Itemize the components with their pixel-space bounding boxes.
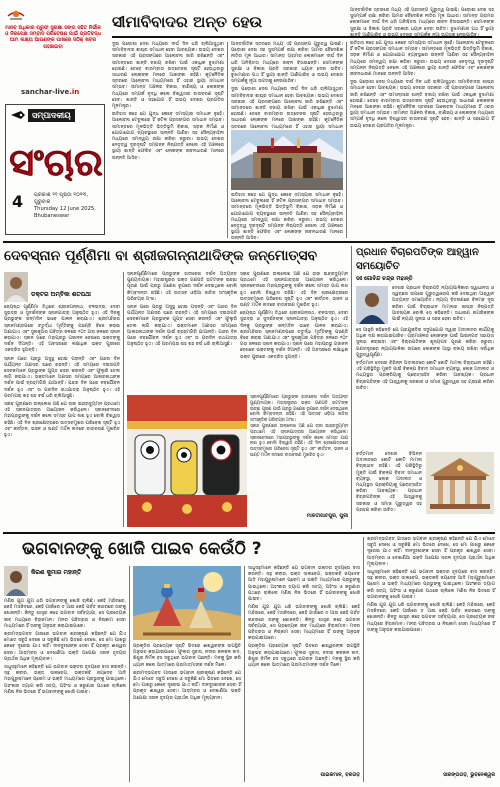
pen-nib-icon [10,109,26,121]
supreme-court-photo [426,452,494,514]
editorial-column-2 [231,42,343,128]
issue-info [6,188,104,235]
newspaper-title: ସଂଚାର [9,140,103,184]
editorial-headline: ସୀମାବିବାଦର ଅନ୍ତ ହେଉ [112,13,263,31]
issue-details [34,192,104,220]
column-rule [227,42,228,238]
issue-city: Bhubaneswar [34,213,70,219]
bhagaban-column-2 [133,644,241,782]
chiefjustice-column-3 [356,452,422,514]
article-paragraph: ସ୍ନାନପୂର୍ଣ୍ଣିମାରେ ପ୍ରଭୁଙ୍କ ହାତୀବେଶ ଦର୍ଶନ ଅତ୍ୟନ୍ତ ପୁଣ୍ୟଦାୟକ। ମହାରାଷ୍ଟ୍ରର ଭକ୍ତ ଗଣପତି ଭଟ୍ଟଙ୍କ ଇଚ୍ଛା ପୂରଣ ପାଇଁ ପ୍ରଭୁ ଗଣେଶ ରୂପରେ ଦର୍ଶନ ଦେଇଥିଲେ ବୋଲି କିମ୍ବଦନ୍ତୀ ରହିଛି। ଏହି ଉତ୍ସବ ଓଡ଼ିଆ ଜାତିର ସାଂସ୍କୃତିକ ପରିଚୟର ଅଂଶ। [127,272,237,302]
issue-date: Thursday 12 June 2025, [34,206,96,212]
column-rule [351,246,352,529]
editorial-paragraph: ଇତିହାସ କହେ ଯେ ଯୁଦ୍ଧ କେବେ ସମସ୍ୟାର ସମାଧାନ ନୁହେଁ। ଆଲୋଚନା ଟେବୁଲରେ ହିଁ ଜଟିଳ ପ୍ରସଙ୍ଗର ସମାଧାନ ସମ୍ଭବ। ସୀମାନ୍ତରେ ମୂଳଭିତ୍ତି ଭିତ୍ତିଭୂମି ବିକାଶ, ସଡ଼କ ନିର୍ମାଣ ଓ ଯୋଗାଯୋଗ ବ୍ୟବସ୍ଥାରେ ଉନ୍ନତି ଆଣିବା ସହ ସୈନ୍ୟବାହିନୀ ମଧ୍ୟରେ ସମନ୍ୱୟ ରକ୍ଷା କରିବା ଜରୁରୀ। ଉଭୟ ଦେଶର ନେତୃତ୍ୱ ଦୂରଦୃଷ୍ଟି ସମ୍ପନ୍ନ ନିଷ୍ପତ୍ତି ନେଲେ ଏହି ଅଞ୍ଚଳରେ ସ୍ଥାୟୀ ଶାନ୍ତି ଫେରିବ ଏବଂ ଲୋକଙ୍କ ଜୀବନଧାରଣ ମାନରେ ଉନ୍ନତି ଆସିବ। [231,193,343,242]
editorial-paragraph: ଦୁଇ ପଡ଼ୋଶୀ ଦେଶ ମଧ୍ୟରେ ଦୀର୍ଘ ଦିନ ଧରି ଚାଲିଆସୁଥିବା ସୀମାବିବାଦର ଶୀଘ୍ର ସମାଧାନ ହେବା ଆବଶ୍ୟକ। ଉଭୟ ଦେଶର ସରକାର ଏହି ପ୍ରସଙ୍ଗରେ ଆଲୋଚନା ଜାରି ରଖିଛନ୍ତି ଏବଂ ସୀମାନ୍ତରେ ଶାନ୍ତି ବଜାୟ ରଖିବା ପାଇଁ ଏକାଧିକ ବୁଝାମଣା ହୋଇଛି। ତେବେ ବାରମ୍ବାର ଉତ୍ତେଜନା ସୃଷ୍ଟି ହେଉଥିବାରୁ ସାଧାରଣ ଲୋକଙ୍କ ମନରେ ଆଶଙ୍କା ରହିଛି। କୂଟନୈତିକ ସ୍ତରରେ ଆଲୋଚନା ମାଧ୍ୟମରେ ହିଁ ଏହାର ସ୍ଥାୟୀ ସମାଧାନ [231,87,343,130]
column-rule [363,537,364,782]
editorial-paragraph: ଇତିହାସ କହେ ଯେ ଯୁଦ୍ଧ କେବେ ସମସ୍ୟାର ସମାଧାନ ନୁହେଁ। ଆଲୋଚନା ଟେବୁଲରେ ହିଁ ଜଟିଳ ପ୍ରସଙ୍ଗର ସମାଧାନ ସମ୍ଭବ। ସୀମାନ୍ତରେ ମୂଳଭିତ୍ତି ଭିତ୍ତିଭୂମି ବିକାଶ, ସଡ଼କ ନିର୍ମାଣ ଓ ଯୋଗାଯୋଗ ବ୍ୟବସ୍ଥାରେ ଉନ୍ନତି ଆଣିବା ସହ ସୈନ୍ୟବାହିନୀ ମଧ୍ୟରେ ସମନ୍ୱୟ ରକ୍ଷା କରିବା ଜରୁରୀ। ଉଭୟ ଦେଶର ନେତୃତ୍ୱ ଦୂରଦୃଷ୍ଟି ସମ୍ପନ୍ନ ନିଷ୍ପତ୍ତି ନେଲେ ଏହି ଅଞ୍ଚଳରେ ସ୍ଥାୟୀ ଶାନ୍ତି ଫେରିବ ଏବଂ ଲୋକଙ୍କ ଜୀବନଧାରଣ ମାନରେ ଉନ୍ନତି ଆସିବ। [350,41,494,78]
snanapurnima-column-4 [250,395,348,513]
article-paragraph: ଶ୍ରୀମଦ୍ଭଗବତ ଗୀତାରେ ଭଗବାନ ଶ୍ରୀକୃଷ୍ଣ କହିଛନ୍ତି ଯେ ଯିଏ ମୋତେ ସବୁଠି ଦେଖେ ଓ ସବୁକିଛି ମୋ ଭିତରେ ଦେଖେ, ସେ ମୋ ପାଖରୁ କେବେ ଦୂରେଇ ଯାଏ ନାହିଁ। ଦୀନଦୁଃଖୀଙ୍କ ସେବା ହିଁ ପ୍ରକୃତ ଈଶ୍ୱର ସେବା। ଆଡ଼ମ୍ବର ଓ ଦେଖାଣିଆ ଭକ୍ତି ଅପେକ୍ଷା ସରଳ ହୃଦୟର ପ୍ରାର୍ଥନା ଅଧିକ ମୂଲ୍ୟବାନ। [4,632,126,662]
article-paragraph: ସ୍ନାନ ପରେ ପ୍ରଭୁ ଅସୁସ୍ଥ ହୋଇ ପଡ଼ନ୍ତି ଏବଂ ପନ୍ଦର ଦିନ ପର୍ଯ୍ୟନ୍ତ ଅଣସର ଘରେ ରହନ୍ତି। ଏହି ସମୟରେ ଦଇତାପତି ସେବକମାନେ ପ୍ରଭୁଙ୍କ ଗୁପ୍ତ ସେବା କରନ୍ତି ଏବଂ ଫୁଲୁରି ତେଲ ଲାଗି କରାଯାଏ। ଭକ୍ତମାନେ ଅଣସର ସମୟରେ ଆଲାରନାଥଙ୍କ ଦର୍ଶନ ପାଇଁ ବ୍ରହ୍ମଗିରି ଯାଆନ୍ତି। ପନ୍ଦର ଦିନ ପରେ ନବଯୌବନ ଦର୍ଶନ ହୁଏ ଏବଂ ତା ପରଦିନ ରଥଯାତ୍ରା ଅନୁଷ୍ଠିତ ହୁଏ। ଏହି ପରମ୍ପରା ଶହ ଶହ ବର୍ଷ ଧରି ଚାଲିଆସୁଛି। [127,305,237,348]
editorial-masthead-box [5,104,105,235]
chiefjustice-column-2 [356,328,494,446]
krishna-arjuna-photo [133,566,241,640]
article-paragraph: ମଣିଷ ଯୁଗ ଯୁଗ ଧରି ଭଗବାନଙ୍କୁ ଖୋଜି ଚାଲିଛି। କେହି ମନ୍ଦିରରେ, କେହି ମସଜିଦରେ, କେହି ଗୀର୍ଜାରେ ତ ଆଉ କେହି ପର୍ବତ କନ୍ଦରରେ ତାଙ୍କୁ ଖୋଜନ୍ତି। କିନ୍ତୁ ଶାସ୍ତ୍ର କହେ ଭଗବାନ ସର୍ବବ୍ୟାପୀ, ସେ ପ୍ରତ୍ୟେକ ଜୀବ ମଧ୍ୟରେ ବିରାଜମାନ। ମନର ପବିତ୍ରତା ଓ ନିଷ୍କାମ ସେବା ମାଧ୍ୟମରେ ହିଁ ତାଙ୍କୁ ଅନୁଭବ କରାଯାଇପାରେ। [248,605,360,642]
section-title: ସମ୍ପାଦକୀୟ [28,109,75,122]
bhagaban-column-3 [248,566,360,770]
newspaper-title-logo [10,129,102,187]
article-paragraph: ପ୍ରକୃତିର ପ୍ରତ୍ୟେକ ସୃଷ୍ଟି ଭିତରେ ଈଶ୍ୱରଙ୍କ ଉପସ୍ଥିତି ଅନୁଭବ କରାଯାଇପାରେ। ଫୁଲର ସୁବାସ, ନଦୀର କଳକଳ ନାଦ, ଶିଶୁର ନିର୍ମଳ ହସ ସବୁଥିରେ ଭଗବାନ ଅଛନ୍ତି। ମନକୁ ସ୍ଥିର କରି ଧ୍ୟାନ କଲେ ଆତ୍ମାରେ ପରମାତ୍ମାଙ୍କ ଦର୍ଶନ ମିଳେ। [248,644,360,669]
article-paragraph: ସାଧୁସନ୍ଥମାନେ କହିଛନ୍ତି ଯେ ଭଗବାନ ଭକ୍ତର ହୃଦୟରେ ବାସ କରନ୍ତି। ସନ୍ଥ କବୀର, ଭକ୍ତ ସାଲବେଗ, ଭକ୍ତକବି ଜୟଦେବ ଆଦି ମହାପୁରୁଷମାନେ ପ୍ରେମ ଓ ଭକ୍ତି ମାଧ୍ୟମରେ ପ୍ରଭୁଙ୍କୁ ପାଇଥିଲେ। ଅହଂକାର ତ୍ୟାଗ କରି ସତ୍ୟ, ଅହିଂସା ଓ କରୁଣାର ପଥରେ ଚାଲିଲେ ମଣିଷ ନିଜ ଭିତରେ ହିଁ ଭଗବାନଙ୍କୁ ଖୋଜି ପାଇବ। [4,665,126,695]
article-paragraph: ସାଧୁସନ୍ଥମାନେ କହିଛନ୍ତି ଯେ ଭଗବାନ ଭକ୍ତର ହୃଦୟରେ ବାସ କରନ୍ତି। ସନ୍ଥ କବୀର, ଭକ୍ତ ସାଲବେଗ, ଭକ୍ତକବି ଜୟଦେବ ଆଦି ମହାପୁରୁଷମାନେ ପ୍ରେମ ଓ ଭକ୍ତି ମାଧ୍ୟମରେ ପ୍ରଭୁଙ୍କୁ ପାଇଥିଲେ। ଅହଂକାର ତ୍ୟାଗ କରି ସତ୍ୟ, ଅହିଂସା ଓ କରୁଣାର ପଥରେ ଚାଲିଲେ ମଣିଷ ନିଜ ଭିତରେ ହିଁ ଭଗବାନଙ୍କୁ ଖୋଜି ପାଇବ। [367,570,495,600]
column-rule [123,272,124,527]
editorial-column-1 [112,42,224,238]
chiefjustice-author: ଡଃ ଗୋବିନ୍ଦ ଚନ୍ଦ୍ର ମହାନ୍ତି [356,276,413,282]
snanapurnima-column-2 [127,272,237,392]
page-number: 4 [12,192,24,211]
snanapurnima-author: ଡକ୍ଟର ଅମ୍ବିକା ଶତପଥୀ [31,291,91,298]
article-paragraph: ପ୍ରକୃତିର ପ୍ରତ୍ୟେକ ସୃଷ୍ଟି ଭିତରେ ଈଶ୍ୱରଙ୍କ ଉପସ୍ଥିତି ଅନୁଭବ କରାଯାଇପାରେ। ଫୁଲର ସୁବାସ, ନଦୀର କଳକଳ ନାଦ, ଶିଶୁର ନିର୍ମଳ ହସ ସବୁଥିରେ ଭଗବାନ ଅଛନ୍ତି। ମନକୁ ସ୍ଥିର କରି ଧ୍ୟାନ କଲେ ଆତ୍ମାରେ ପରମାତ୍ମାଙ୍କ ଦର୍ଶନ ମିଳେ। [133,644,241,668]
section-divider [3,241,495,243]
article-paragraph: ଜ୍ୟେଷ୍ଠ ପୂର୍ଣ୍ଣିମା ତିଥିରେ ଶ୍ରୀଜଗନ୍ନାଥ, ବଳଭଦ୍ର, ଦେବୀ ସୁଭଦ୍ରା ଓ ସୁଦର୍ଶନଙ୍କ ସ୍ନାନଯାତ୍ରା ଅନୁଷ୍ଠିତ ହୁଏ। ଏହି ଦିନକୁ ପ୍ରଭୁଙ୍କ ଜନ୍ମଦିନ ଭାବେ ପାଳନ କରାଯାଏ। ଶ୍ରୀମନ୍ଦିରର ସ୍ନାନମଣ୍ଡପରେ ଚତୁର୍ଦ୍ଧା ମୂର୍ତ୍ତିଙ୍କୁ ପହଣ୍ଡି ବିଜେ କରାଇ ଅଣାଯାଏ ଏବଂ ସୁନାକୂଅର ପବିତ୍ର ଜଳରେ ୧୦୮ ଗରା ଜଳରେ ସ୍ନାନ କରାଯାଏ। ସ୍ନାନ ପରେ ମହାପ୍ରଭୁ ଗଜାନନ ବେଶରେ ଭକ୍ତଙ୍କୁ ଦର୍ଶନ ଦିଅନ୍ତି। ଏହି ଅବସରରେ ଲକ୍ଷାଧିକ ଭକ୍ତ ପୁରୀରେ ଏକତ୍ରିତ ହୁଅନ୍ତି। [240,311,348,360]
bhagaban-credit-2: ସାରଙ୍ଗଗଡ଼, ଭୁବନେଶ୍ୱର [443,772,495,778]
bhagaban-headline: ଭଗବାନଙ୍କୁ ଖୋଜି ପାଇବ କେଉଁଠି ? [22,539,262,559]
deities-snana-photo [127,395,247,527]
bhagaban-column-1 [4,566,126,782]
border-gate-photo [231,130,343,190]
editorial-paragraph: ଦୁଇ ପଡ଼ୋଶୀ ଦେଶ ମଧ୍ୟରେ ଦୀର୍ଘ ଦିନ ଧରି ଚାଲିଆସୁଥିବା ସୀମାବିବାଦର ଶୀଘ୍ର ସମାଧାନ ହେବା ଆବଶ୍ୟକ। ଉଭୟ ଦେଶର ସରକାର ଏହି ପ୍ରସଙ୍ଗରେ ଆଲୋଚନା ଜାରି ରଖିଛନ୍ତି ଏବଂ ସୀମାନ୍ତରେ ଶାନ୍ତି ବଜାୟ ରଖିବା ପାଇଁ ଏକାଧିକ ବୁଝାମଣା ହୋଇଛି। ତେବେ ବାରମ୍ବାର ଉତ୍ତେଜନା ସୃଷ୍ଟି ହେଉଥିବାରୁ ସାଧାରଣ ଲୋକଙ୍କ ମନରେ ଆଶଙ୍କା ରହିଛି। କୂଟନୈତିକ ସ୍ତରରେ ଆଲୋଚନା ମାଧ୍ୟମରେ ହିଁ ଏହାର ସ୍ଥାୟୀ ସମାଧାନ ସମ୍ଭବ। ସୀମାନ୍ତ ଅଞ୍ଚଳର ବିକାଶ, ବାଣିଜ୍ୟ ଓ ଲୋକଙ୍କ ମଧ୍ୟରେ ସମ୍ପର୍କ ବୃଦ୍ଧି କଲେ ବିଶ୍ୱାସର ବାତାବରଣ ସୃଷ୍ଟି ହେବ। ଶାନ୍ତି ଓ ସହଯୋଗ ହିଁ ଉଭୟ ଦେଶର ପ୍ରଗତିର ମୂଳମନ୍ତ୍ର। [350,80,494,129]
article-paragraph: ଜ୍ୟେଷ୍ଠ ପୂର୍ଣ୍ଣିମା ତିଥିରେ ଶ୍ରୀଜଗନ୍ନାଥ, ବଳଭଦ୍ର, ଦେବୀ ସୁଭଦ୍ରା ଓ ସୁଦର୍ଶନଙ୍କ ସ୍ନାନଯାତ୍ରା ଅନୁଷ୍ଠିତ ହୁଏ। ଏହି ଦିନକୁ ପ୍ରଭୁଙ୍କ ଜନ୍ମଦିନ ଭାବେ ପାଳନ କରାଯାଏ। ଶ୍ରୀମନ୍ଦିରର ସ୍ନାନମଣ୍ଡପରେ ଚତୁର୍ଦ୍ଧା ମୂର୍ତ୍ତିଙ୍କୁ ପହଣ୍ଡି ବିଜେ କରାଇ ଅଣାଯାଏ ଏବଂ ସୁନାକୂଅର ପବିତ୍ର ଜଳରେ ୧୦୮ ଗରା ଜଳରେ ସ୍ନାନ କରାଯାଏ। ସ୍ନାନ ପରେ ମହାପ୍ରଭୁ ଗଜାନନ ବେଶରେ ଭକ୍ତଙ୍କୁ ଦର୍ଶନ ଦିଅନ୍ତି। ଏହି ଅବସରରେ ଲକ୍ଷାଧିକ ଭକ୍ତ ପୁରୀରେ ଏକତ୍ରିତ ହୁଅନ୍ତି। [4,305,120,354]
editorial-paragraph: ଇତିହାସ କହେ ଯେ ଯୁଦ୍ଧ କେବେ ସମସ୍ୟାର ସମାଧାନ ନୁହେଁ। ଆଲୋଚନା ଟେବୁଲରେ ହିଁ ଜଟିଳ ପ୍ରସଙ୍ଗର ସମାଧାନ ସମ୍ଭବ। ସୀମାନ୍ତରେ ମୂଳଭିତ୍ତି ଭିତ୍ତିଭୂମି ବିକାଶ, ସଡ଼କ ନିର୍ମାଣ ଓ ଯୋଗାଯୋଗ ବ୍ୟବସ୍ଥାରେ ଉନ୍ନତି ଆଣିବା ସହ ସୈନ୍ୟବାହିନୀ ମଧ୍ୟରେ ସମନ୍ୱୟ ରକ୍ଷା କରିବା ଜରୁରୀ। ଉଭୟ ଦେଶର ନେତୃତ୍ୱ ଦୂରଦୃଷ୍ଟି ସମ୍ପନ୍ନ ନିଷ୍ପତ୍ତି ନେଲେ ଏହି ଅଞ୍ଚଳରେ ସ୍ଥାୟୀ ଶାନ୍ତି ଫେରିବ ଏବଂ ଲୋକଙ୍କ ଜୀବନଧାରଣ ମାନରେ ଉନ୍ନତି ଆସିବ। [112,112,224,161]
article-paragraph: ସ୍କନ୍ଦ ପୁରାଣରେ ଉଲ୍ଲେଖ ଅଛି ଯେ ରାଜା ଇନ୍ଦ୍ରଦ୍ୟୁମ୍ନ ପ୍ରଥମେ ଏହି ସ୍ନାନଯାତ୍ରାର ଆୟୋଜନ କରିଥିଲେ। ସ୍ନାନବେଦୀରେ ମହାପ୍ରଭୁଙ୍କୁ ଦର୍ଶନ କଲେ ସମସ୍ତ ପାପ ନାଶ ହୁଏ ବୋଲି ବିଶ୍ୱାସ ରହିଛି। ଏହି ଦିନ ଶ୍ରୀକ୍ଷେତ୍ରରେ ଉତ୍ସବମୁଖର ପରିବେଶ ସୃଷ୍ଟି ହୁଏ ଏବଂ କୀର୍ତ୍ତନ, ଭଜନ ଓ ଘଣ୍ଟ ମର୍ଦ୍ଦଳ ନାଦରେ ବାତାବରଣ ମୁଖରିତ ହୁଏ। [250,423,348,458]
column-rule [346,42,347,238]
bhagaban-author: କିରଣ କୁମାର ମହାନ୍ତି [31,569,82,576]
article-paragraph: ଶ୍ରୀମଦ୍ଭଗବତ ଗୀତାରେ ଭଗବାନ ଶ୍ରୀକୃଷ୍ଣ କହିଛନ୍ତି ଯେ ଯିଏ ମୋତେ ସବୁଠି ଦେଖେ ଓ ସବୁକିଛି ମୋ ଭିତରେ ଦେଖେ, ସେ ମୋ ପାଖରୁ କେବେ ଦୂରେଇ ଯାଏ ନାହିଁ। ଦୀନଦୁଃଖୀଙ୍କ ସେବା ହିଁ ପ୍ରକୃତ ଈଶ୍ୱର ସେବା। ଆଡ଼ମ୍ବର ଓ ଦେଖାଣିଆ ଭକ୍ତି ଅପେକ୍ଷା ସରଳ ହୃଦୟର ପ୍ରାର୍ଥନା ଅଧିକ ମୂଲ୍ୟବାନ। [133,670,241,701]
snanapurnima-headline: ଦେବସ୍ନାନ ପୂର୍ଣ୍ଣିମା ବା ଶ୍ରୀଜଗନ୍ନାଥାଦିଙ୍କ ଜନ୍ମୋତ୍ସବ [4,248,318,264]
masthead-tagline: ମାନବ ଅଧିକାର ପ୍ରୁଫ୍ ସୁରକ୍ଷା ସଙ୍ଗ ସହିତ ନିର୍ଭୀକ ଓ ନିରପେକ୍ଷ ସମ୍ବାଦ ପରିବେଷଣ ପାଇଁ ପ୍ରତିବଦ୍ଧ ଆମ ଲକ୍ଷ୍ୟ ଆପଣଙ୍କ ପାଖରେ ସଠିକ୍ ଖବର ପହଞ୍ଚାଇବା [5,25,101,50]
article-paragraph: ବର୍ତ୍ତମାନ ଦେଶର ବିଭିନ୍ନ ଅଦାଲତରେ କୋଟି କୋଟି ମାମଲା ବିଚାରାଧୀନ ରହିଛି। ଏହି ପରିସ୍ଥିତିରୁ ମୁକ୍ତି ପାଇଁ ବିକଳ୍ପ ବିବାଦ ସମାଧାନ ବ୍ୟବସ୍ଥା, ଲୋକ ଅଦାଲତ ଓ ମଧ୍ୟସ୍ଥତା ପ୍ରକ୍ରିୟାକୁ ପ୍ରୋତ୍ସାହିତ କରିବା ଆବଶ୍ୟକ। ପ୍ରଧାନ ବିଚାରପତିଙ୍କ ଏହି ଆହ୍ୱାନକୁ ସରକାର ଓ ସମାଜ ଗୁରୁତ୍ୱର ସହ ଗ୍ରହଣ କରିବା ଉଚିତ। [356,361,494,391]
editorial-column-3 [350,8,494,238]
column-rule [244,566,245,782]
issue-line: ପ୍ରକାଶ ୧୧ ପୃଷ୍ଠା ୧୦୧୩, ଗୁରୁବାର [34,192,89,205]
editorial-paragraph: ଆନ୍ତର୍ଜାତିକ ସ୍ତରରେ ମଧ୍ୟ ଏହି ପ୍ରସଙ୍ଗ ଗୁରୁତ୍ୱ ପାଇଛି। ପଡ଼ୋଶୀ ଦେଶ ସହ ସୁସମ୍ପର୍କ ରକ୍ଷା କରିବା ଆମର ବୈଦେଶିକ ନୀତିର ମୂଳ ଆଧାର। ସୀମାନ୍ତ ଗ୍ରାମର ଲୋକମାନେ ଦୀର୍ଘ ଦିନ ଧରି ଅନିଶ୍ଚିତତା ମଧ୍ୟରେ ଜୀବନ ବିତାଉଛନ୍ତି। ସେମାନଙ୍କ ସୁରକ୍ଷା ଓ ବିକାଶ ପ୍ରତି ସରକାର ଧ୍ୟାନ ଦେବା ଉଚିତ। ବୁଝାମଣାର ପଥ ହିଁ ସ୍ଥାୟୀ ଶାନ୍ତି ଆଣିପାରିବ ଓ ଉଭୟ ଦେଶର ସମ୍ପର୍କକୁ ନୂଆ ଉଚ୍ଚତାକୁ ନେଇପାରିବ। [350,8,494,38]
author-block [4,566,126,596]
article-paragraph: ସ୍ନାନ ପରେ ପ୍ରଭୁ ଅସୁସ୍ଥ ହୋଇ ପଡ଼ନ୍ତି ଏବଂ ପନ୍ଦର ଦିନ ପର୍ଯ୍ୟନ୍ତ ଅଣସର ଘରେ ରହନ୍ତି। ଏହି ସମୟରେ ଦଇତାପତି ସେବକମାନେ ପ୍ରଭୁଙ୍କ ଗୁପ୍ତ ସେବା କରନ୍ତି ଏବଂ ଫୁଲୁରି ତେଲ ଲାଗି କରାଯାଏ। ଭକ୍ତମାନେ ଅଣସର ସମୟରେ ଆଲାରନାଥଙ୍କ ଦର୍ଶନ ପାଇଁ ବ୍ରହ୍ମଗିରି ଯାଆନ୍ତି। ପନ୍ଦର ଦିନ ପରେ ନବଯୌବନ ଦର୍ଶନ ହୁଏ ଏବଂ ତା ପରଦିନ ରଥଯାତ୍ରା ଅନୁଷ୍ଠିତ ହୁଏ। ଏହି ପରମ୍ପରା ଶହ ଶହ ବର୍ଷ ଧରି ଚାଲିଆସୁଛି। [4,356,120,399]
article-paragraph: ସ୍କନ୍ଦ ପୁରାଣରେ ଉଲ୍ଲେଖ ଅଛି ଯେ ରାଜା ଇନ୍ଦ୍ରଦ୍ୟୁମ୍ନ ପ୍ରଥମେ ଏହି ସ୍ନାନଯାତ୍ରାର ଆୟୋଜନ କରିଥିଲେ। ସ୍ନାନବେଦୀରେ ମହାପ୍ରଭୁଙ୍କୁ ଦର୍ଶନ କଲେ ସମସ୍ତ ପାପ ନାଶ ହୁଏ ବୋଲି ବିଶ୍ୱାସ ରହିଛି। ଏହି ଦିନ ଶ୍ରୀକ୍ଷେତ୍ରରେ ଉତ୍ସବମୁଖର ପରିବେଶ ସୃଷ୍ଟି ହୁଏ ଏବଂ କୀର୍ତ୍ତନ, ଭଜନ ଓ ଘଣ୍ଟ ମର୍ଦ୍ଦଳ ନାଦରେ ବାତାବରଣ ମୁଖରିତ ହୁଏ। [240,272,348,309]
masthead [3,3,108,235]
site-address[interactable] [21,88,79,96]
article-paragraph: ମଣିଷ ଯୁଗ ଯୁଗ ଧରି ଭଗବାନଙ୍କୁ ଖୋଜି ଚାଲିଛି। କେହି ମନ୍ଦିରରେ, କେହି ମସଜିଦରେ, କେହି ଗୀର୍ଜାରେ ତ ଆଉ କେହି ପର୍ବତ କନ୍ଦରରେ ତାଙ୍କୁ ଖୋଜନ୍ତି। କିନ୍ତୁ ଶାସ୍ତ୍ର କହେ ଭଗବାନ ସର୍ବବ୍ୟାପୀ, ସେ ପ୍ରତ୍ୟେକ ଜୀବ ମଧ୍ୟରେ ବିରାଜମାନ। ମନର ପବିତ୍ରତା ଓ ନିଷ୍କାମ ସେବା ମାଧ୍ୟମରେ ହିଁ ତାଙ୍କୁ ଅନୁଭବ କରାଯାଇପାରେ। [367,603,495,633]
article-paragraph: ସେ ଆହୁରି କହିଛନ୍ତି ଯେ ପ୍ରଯୁକ୍ତିର ସଦୁପଯୋଗ ଦ୍ୱାରା ଅଦାଲତର କାର୍ଯ୍ୟକୁ ଅଧିକ ଦକ୍ଷ କରାଯାଇପାରିବ। ଗ୍ରାମାଞ୍ଚଳର ଲୋକଙ୍କ ପାଇଁ ଆଇନଗତ ସହାୟତା ସୁଲଭ କରାଇବା ଏବଂ ବିଚାରପତିଙ୍କ ଶୂନ୍ୟପଦ ପୂରଣ କରିବା ଜରୁରୀ। ଗଣତନ୍ତ୍ରରେ ନ୍ୟାୟପାଳିକା ଉପରେ ଲୋକଙ୍କ ଆସ୍ଥା ବଜାୟ ରଖିବା ସର୍ବାଧିକ ଗୁରୁତ୍ୱପୂର୍ଣ୍ଣ। [356,328,494,358]
bhagaban-credit: ପାଇକମାଳ, ବରଗଡ଼ [320,772,360,778]
om-emblem-icon [7,7,25,21]
article-paragraph: ମଣିଷ ଯୁଗ ଯୁଗ ଧରି ଭଗବାନଙ୍କୁ ଖୋଜି ଚାଲିଛି। କେହି ମନ୍ଦିରରେ, କେହି ମସଜିଦରେ, କେହି ଗୀର୍ଜାରେ ତ ଆଉ କେହି ପର୍ବତ କନ୍ଦରରେ ତାଙ୍କୁ ଖୋଜନ୍ତି। କିନ୍ତୁ ଶାସ୍ତ୍ର କହେ ଭଗବାନ ସର୍ବବ୍ୟାପୀ, ସେ ପ୍ରତ୍ୟେକ ଜୀବ ମଧ୍ୟରେ ବିରାଜମାନ। ମନର ପବିତ୍ରତା ଓ ନିଷ୍କାମ ସେବା ମାଧ୍ୟମରେ ହିଁ ତାଙ୍କୁ ଅନୁଭବ କରାଯାଇପାରେ। [4,599,126,629]
author-avatar [4,566,28,596]
snanapurnima-column-1 [4,272,120,527]
editorial-paragraph: ଆନ୍ତର୍ଜାତିକ ସ୍ତରରେ ମଧ୍ୟ ଏହି ପ୍ରସଙ୍ଗ ଗୁରୁତ୍ୱ ପାଇଛି। ପଡ଼ୋଶୀ ଦେଶ ସହ ସୁସମ୍ପର୍କ ରକ୍ଷା କରିବା ଆମର ବୈଦେଶିକ ନୀତିର ମୂଳ ଆଧାର। ସୀମାନ୍ତ ଗ୍ରାମର ଲୋକମାନେ ଦୀର୍ଘ ଦିନ ଧରି ଅନିଶ୍ଚିତତା ମଧ୍ୟରେ ଜୀବନ ବିତାଉଛନ୍ତି। ସେମାନଙ୍କ ସୁରକ୍ଷା ଓ ବିକାଶ ପ୍ରତି ସରକାର ଧ୍ୟାନ ଦେବା ଉଚିତ। ବୁଝାମଣାର ପଥ ହିଁ ସ୍ଥାୟୀ ଶାନ୍ତି ଆଣିପାରିବ ଓ ଉଭୟ ଦେଶର ସମ୍ପର୍କକୁ ନୂଆ ଉଚ୍ଚତାକୁ ନେଇପାରିବ। [231,42,343,85]
site-tld: .in [69,88,80,96]
editorial-column-2b [231,193,343,242]
article-paragraph: ଶ୍ରୀମଦ୍ଭଗବତ ଗୀତାରେ ଭଗବାନ ଶ୍ରୀକୃଷ୍ଣ କହିଛନ୍ତି ଯେ ଯିଏ ମୋତେ ସବୁଠି ଦେଖେ ଓ ସବୁକିଛି ମୋ ଭିତରେ ଦେଖେ, ସେ ମୋ ପାଖରୁ କେବେ ଦୂରେଇ ଯାଏ ନାହିଁ। ଦୀନଦୁଃଖୀଙ୍କ ସେବା ହିଁ ପ୍ରକୃତ ଈଶ୍ୱର ସେବା। ଆଡ଼ମ୍ବର ଓ ଦେଖାଣିଆ ଭକ୍ତି ଅପେକ୍ଷା ସରଳ ହୃଦୟର ପ୍ରାର୍ଥନା ଅଧିକ ମୂଲ୍ୟବାନ। [367,537,495,567]
author-block [4,272,120,302]
article-paragraph: ସ୍ନାନପୂର୍ଣ୍ଣିମାରେ ପ୍ରଭୁଙ୍କ ହାତୀବେଶ ଦର୍ଶନ ଅତ୍ୟନ୍ତ ପୁଣ୍ୟଦାୟକ। ମହାରାଷ୍ଟ୍ରର ଭକ୍ତ ଗଣପତି ଭଟ୍ଟଙ୍କ ଇଚ୍ଛା ପୂରଣ ପାଇଁ ପ୍ରଭୁ ଗଣେଶ ରୂପରେ ଦର୍ଶନ ଦେଇଥିଲେ ବୋଲି କିମ୍ବଦନ୍ତୀ ରହିଛି। ଏହି ଉତ୍ସବ ଓଡ଼ିଆ ଜାତିର ସାଂସ୍କୃତିକ ପରିଚୟର ଅଂଶ। [250,395,348,424]
editorial-paragraph: ଦୁଇ ପଡ଼ୋଶୀ ଦେଶ ମଧ୍ୟରେ ଦୀର୍ଘ ଦିନ ଧରି ଚାଲିଆସୁଥିବା ସୀମାବିବାଦର ଶୀଘ୍ର ସମାଧାନ ହେବା ଆବଶ୍ୟକ। ଉଭୟ ଦେଶର ସରକାର ଏହି ପ୍ରସଙ୍ଗରେ ଆଲୋଚନା ଜାରି ରଖିଛନ୍ତି ଏବଂ ସୀମାନ୍ତରେ ଶାନ୍ତି ବଜାୟ ରଖିବା ପାଇଁ ଏକାଧିକ ବୁଝାମଣା ହୋଇଛି। ତେବେ ବାରମ୍ବାର ଉତ୍ତେଜନା ସୃଷ୍ଟି ହେଉଥିବାରୁ ସାଧାରଣ ଲୋକଙ୍କ ମନରେ ଆଶଙ୍କା ରହିଛି। କୂଟନୈତିକ ସ୍ତରରେ ଆଲୋଚନା ମାଧ୍ୟମରେ ହିଁ ଏହାର ସ୍ଥାୟୀ ସମାଧାନ ସମ୍ଭବ। ସୀମାନ୍ତ ଅଞ୍ଚଳର ବିକାଶ, ବାଣିଜ୍ୟ ଓ ଲୋକଙ୍କ ମଧ୍ୟରେ ସମ୍ପର୍କ ବୃଦ୍ଧି କଲେ ବିଶ୍ୱାସର ବାତାବରଣ ସୃଷ୍ଟି ହେବ। ଶାନ୍ତି ଓ ସହଯୋଗ ହିଁ ଉଭୟ ଦେଶର ପ୍ରଗତିର ମୂଳମନ୍ତ୍ର। [112,42,224,110]
site-name: sanchar-live [21,88,70,96]
section-label [10,108,100,122]
chiefjustice-headline: ପ୍ରଧାନ ବିଚାରପତିଙ୍କ ଆହ୍ୱାନ ସମୟୋଚିତ [356,247,479,272]
article-paragraph: ବର୍ତ୍ତମାନ ଦେଶର ବିଭିନ୍ନ ଅଦାଲତରେ କୋଟି କୋଟି ମାମଲା ବିଚାରାଧୀନ ରହିଛି। ଏହି ପରିସ୍ଥିତିରୁ ମୁକ୍ତି ପାଇଁ ବିକଳ୍ପ ବିବାଦ ସମାଧାନ ବ୍ୟବସ୍ଥା, ଲୋକ ଅଦାଲତ ଓ ମଧ୍ୟସ୍ଥତା ପ୍ରକ୍ରିୟାକୁ ପ୍ରୋତ୍ସାହିତ କରିବା ଆବଶ୍ୟକ। ପ୍ରଧାନ ବିଚାରପତିଙ୍କ ଏହି ଆହ୍ୱାନକୁ ସରକାର ଓ ସମାଜ ଗୁରୁତ୍ୱର ସହ ଗ୍ରହଣ କରିବା ଉଚିତ। [356,452,422,513]
section-divider [3,532,495,534]
author-avatar [4,272,28,302]
bhagaban-column-4 [367,537,495,771]
snanapurnima-column-3 [240,272,348,392]
article-paragraph: ଦେଶର ପ୍ରଧାନ ବିଚାରପତି ନ୍ୟାୟପାଳିକାର ସ୍ୱାଧୀନତା ଓ ସ୍ୱଚ୍ଛତା ଉପରେ ଗୁରୁତ୍ୱାରୋପ କରି ଦେଇଥିବା ଆହ୍ୱାନ ଅତ୍ୟନ୍ତ ସମୟୋଚିତ। ନ୍ୟାୟ ବିତରଣରେ ବିଳମ୍ବ ଦୂର କରିବା ପାଇଁ ବିଚାରାଧୀନ ମାମଲାର ଶୀଘ୍ର ନିଷ୍ପତ୍ତି ଆବଶ୍ୟକ ବୋଲି ସେ କହିଛନ୍ତି। ସାଧାରଣ ନାଗରିକଙ୍କ ପାଇଁ ନ୍ୟାୟ ସୁଲଭ ଓ ସହଜ ହେବା ଉଚିତ। [392,286,494,323]
article-paragraph: ସ୍କନ୍ଦ ପୁରାଣରେ ଉଲ୍ଲେଖ ଅଛି ଯେ ରାଜା ଇନ୍ଦ୍ରଦ୍ୟୁମ୍ନ ପ୍ରଥମେ ଏହି ସ୍ନାନଯାତ୍ରାର ଆୟୋଜନ କରିଥିଲେ। ସ୍ନାନବେଦୀରେ ମହାପ୍ରଭୁଙ୍କୁ ଦର୍ଶନ କଲେ ସମସ୍ତ ପାପ ନାଶ ହୁଏ ବୋଲି ବିଶ୍ୱାସ ରହିଛି। ଏହି ଦିନ ଶ୍ରୀକ୍ଷେତ୍ରରେ ଉତ୍ସବମୁଖର ପରିବେଶ ସୃଷ୍ଟି ହୁଏ ଏବଂ କୀର୍ତ୍ତନ, ଭଜନ ଓ ଘଣ୍ଟ ମର୍ଦ୍ଦଳ ନାଦରେ ବାତାବରଣ ମୁଖରିତ ହୁଏ। [4,402,120,439]
snanapurnima-credit: ମାଳତୀପାଟପୁର, ପୁରୀ [306,513,348,519]
article-paragraph: ସାଧୁସନ୍ଥମାନେ କହିଛନ୍ତି ଯେ ଭଗବାନ ଭକ୍ତର ହୃଦୟରେ ବାସ କରନ୍ତି। ସନ୍ଥ କବୀର, ଭକ୍ତ ସାଲବେଗ, ଭକ୍ତକବି ଜୟଦେବ ଆଦି ମହାପୁରୁଷମାନେ ପ୍ରେମ ଓ ଭକ୍ତି ମାଧ୍ୟମରେ ପ୍ରଭୁଙ୍କୁ ପାଇଥିଲେ। ଅହଂକାର ତ୍ୟାଗ କରି ସତ୍ୟ, ଅହିଂସା ଓ କରୁଣାର ପଥରେ ଚାଲିଲେ ମଣିଷ ନିଜ ଭିତରେ ହିଁ ଭଗବାନଙ୍କୁ ଖୋଜି ପାଇବ। [248,566,360,603]
column-rule [129,566,130,782]
chiefjustice-author-avatar [356,286,388,324]
